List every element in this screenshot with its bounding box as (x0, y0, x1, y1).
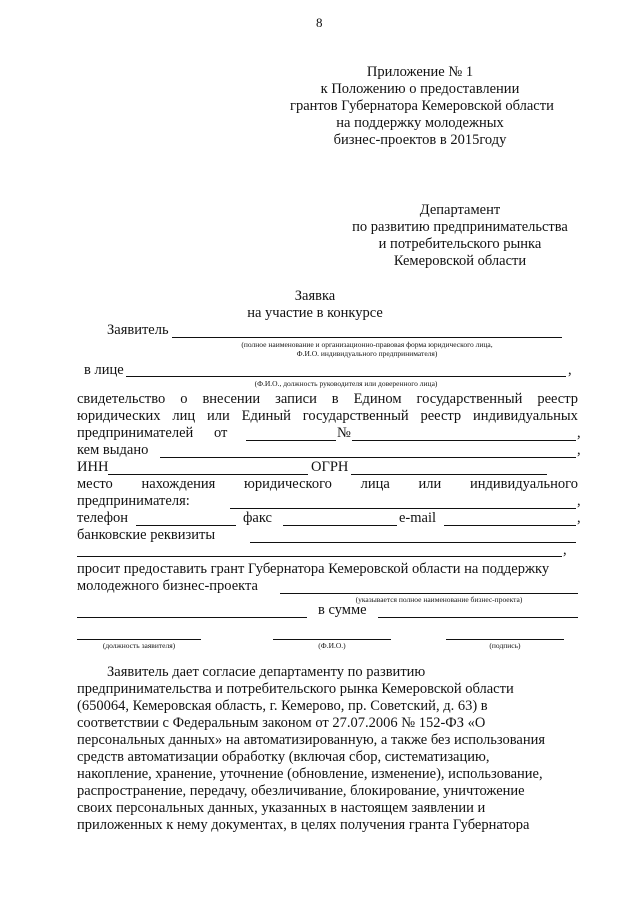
address-line (77, 476, 578, 493)
consent-line: (650064, Кемеровская область, г. Кемерово, пр. Советский, д. 63) в (77, 698, 488, 714)
address-label: предпринимателя: (77, 493, 190, 509)
comma: , (577, 442, 581, 458)
sum-field[interactable] (378, 617, 578, 618)
appendix-line: Приложение № 1 (366, 64, 474, 80)
project-name-field-2[interactable] (77, 617, 307, 618)
form-title: Заявка (294, 288, 336, 304)
applicant-field[interactable] (172, 337, 562, 338)
word: лиц (172, 408, 196, 424)
inn-field[interactable] (108, 474, 308, 475)
consent-line: накопление, хранение, уточнение (обновление, изменение), использование, (77, 766, 543, 782)
appendix-line: на поддержку молодежных (336, 115, 504, 131)
applicant-label: Заявитель (107, 322, 169, 338)
issued-by-label: кем выдано (77, 442, 149, 458)
bank-field[interactable] (250, 542, 576, 543)
certificate-line (77, 408, 578, 425)
page-number: 8 (316, 15, 323, 30)
name-hint: (Ф.И.О.) (318, 641, 346, 650)
name-field[interactable] (273, 639, 391, 640)
word: юридических (77, 408, 161, 424)
consent-line: Заявитель дает согласие департаменту по развитию (107, 664, 426, 680)
applicant-hint: (полное наименование и организационно-правовая форма юридического лица, (241, 340, 493, 349)
address-field[interactable] (230, 508, 576, 509)
addressee-line: по развитию предпринимательства (352, 219, 568, 235)
ogrn-label: ОГРН (311, 459, 349, 475)
ogrn-field[interactable] (351, 474, 547, 475)
word: о (180, 391, 188, 407)
fax-field[interactable] (283, 525, 397, 526)
inn-label: ИНН (77, 459, 109, 475)
word: Единый (241, 408, 291, 424)
word: Едином (353, 391, 402, 407)
word: место (77, 476, 113, 492)
consent-line: соответствии с Федеральным законом от 27.07.2006 № 152-ФЗ «О (77, 715, 486, 731)
word: нахождения (141, 476, 216, 492)
comma: , (568, 362, 572, 378)
consent-line: средств автоматизации обработку (включая сбор, систематизацию, (77, 749, 490, 765)
word: записи (275, 391, 317, 407)
number-label: № (337, 425, 351, 441)
word: реестр (537, 391, 578, 407)
bank-label: банковские реквизиты (77, 527, 216, 543)
position-hint: (должность заявителя) (102, 641, 176, 650)
word: лица (360, 476, 390, 492)
phone-label: телефон (77, 510, 129, 526)
word: индивидуальных (473, 408, 578, 424)
signature-field[interactable] (446, 639, 564, 640)
word: государственный (416, 391, 523, 407)
word: юридического (244, 476, 332, 492)
request-label: молодежного бизнес-проекта (77, 578, 258, 594)
word: реестр (420, 408, 462, 424)
addressee-line: Кемеровской области (393, 253, 527, 269)
certificate-date-field[interactable] (246, 440, 336, 441)
representative-hint: (Ф.И.О., должность руководителя или доверенного лица) (254, 379, 438, 388)
form-subtitle: на участие в конкурсе (247, 305, 383, 321)
position-field[interactable] (77, 639, 201, 640)
word: свидетельство (77, 391, 166, 407)
consent-line: своих персональных данных, указанных в настоящем заявлении и (77, 800, 486, 816)
representative-label: в лице (84, 362, 124, 378)
word: или (207, 408, 230, 424)
word: в (331, 391, 339, 407)
word: государственный (302, 408, 409, 424)
representative-field[interactable] (126, 376, 566, 377)
consent-line: приложенных к нему документах, в целях получения гранта Губернатора (77, 817, 530, 833)
email-label: e-mail (399, 510, 437, 526)
comma: , (577, 425, 581, 441)
word: внесении (202, 391, 261, 407)
appendix-line: к Положению о предоставлении (320, 81, 520, 97)
project-hint: (указывается полное наименование бизнес-проекта) (355, 595, 523, 604)
consent-line: распространение, передачу, обезличивание, блокирование, уничтожение (77, 783, 525, 799)
certificate-number-field[interactable] (352, 440, 576, 441)
bank-field-extra[interactable] (77, 556, 562, 557)
project-name-field[interactable] (280, 593, 578, 594)
comma: , (563, 542, 567, 558)
comma: , (577, 493, 581, 509)
certificate-label: предпринимателей (77, 425, 194, 441)
date-label: от (214, 425, 228, 441)
appendix-line: бизнес-проектов в 2015году (333, 132, 507, 148)
word: индивидуального (470, 476, 578, 492)
word: или (418, 476, 442, 492)
consent-line: персональных данных» на автоматизированную, а также без использования (77, 732, 546, 748)
email-field[interactable] (444, 525, 576, 526)
request-line: просит предоставить грант Губернатора Кемеровской области на поддержку (77, 561, 550, 577)
issued-by-field[interactable] (160, 457, 576, 458)
phone-field[interactable] (136, 525, 236, 526)
comma: , (577, 510, 581, 526)
fax-label: факс (243, 510, 272, 526)
addressee-line: и потребительского рынка (378, 236, 542, 252)
addressee-line: Департамент (419, 202, 501, 218)
consent-line: предпринимательства и потребительского рынка Кемеровской области (77, 681, 514, 697)
signature-hint: (подпись) (489, 641, 521, 650)
sum-label: в сумме (318, 602, 367, 618)
certificate-line (77, 391, 578, 408)
appendix-line: грантов Губернатора Кемеровской области (290, 98, 554, 114)
applicant-hint: Ф.И.О. индивидуального предпринимателя) (296, 349, 438, 358)
